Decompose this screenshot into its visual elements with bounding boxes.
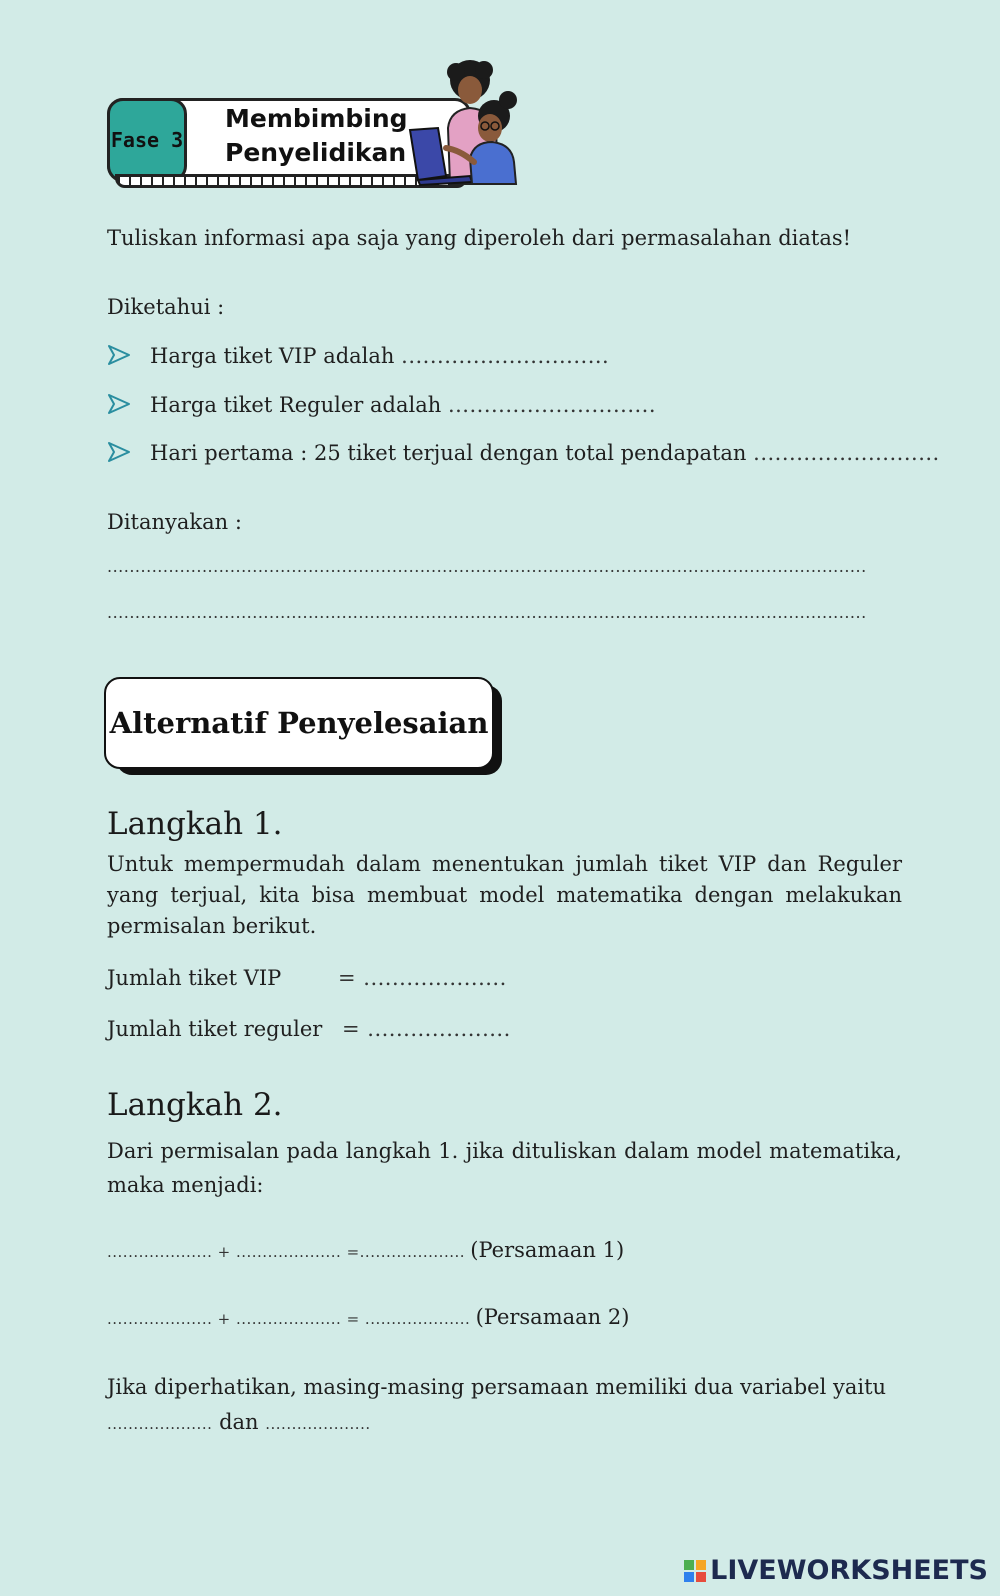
alternatif-title: Alternatif Penyelesaian (104, 677, 494, 769)
langkah-1-heading: Langkah 1. (107, 806, 283, 842)
answer-blank[interactable]: ............................. (401, 344, 610, 368)
logo-text: LIVEWORKSHEETS (710, 1555, 988, 1586)
equation-2 (107, 1302, 629, 1334)
arrow-bullet-icon (107, 440, 131, 464)
arrow-bullet-icon (107, 392, 131, 416)
closing-dan: dan (219, 1410, 259, 1434)
langkah-2-paragraph: Dari permisalan pada langkah 1. jika dituliskan dalam model matematika, maka menjadi: (107, 1139, 902, 1197)
equation-1 (107, 1235, 624, 1267)
reguler-answer-blank[interactable]: = .................... (342, 1017, 511, 1041)
badge-title-line2: Penyelidikan (225, 138, 407, 167)
variable-1-blank[interactable]: .................... (107, 1415, 213, 1433)
ditanyakan-answer-line-2[interactable]: ........................................................................................................................................ (107, 603, 867, 622)
alternatif-penyelesaian-box (104, 677, 506, 777)
ditanyakan-label: Ditanyakan : (107, 510, 242, 534)
diketahui-item-text: Hari pertama : 25 tiket terjual dengan total pendapatan (150, 441, 747, 465)
equation-1-blanks[interactable]: .................... + .................... =.................... (107, 1243, 471, 1261)
liveworksheets-logo (684, 1555, 988, 1586)
equation-2-blanks[interactable]: .................... + .................... = .................... (107, 1310, 476, 1328)
diketahui-item-hari-pertama (150, 438, 940, 468)
equation-1-label: (Persamaan 1) (470, 1238, 625, 1262)
closing-blanks (107, 1407, 371, 1439)
vip-answer-blank[interactable]: = .................... (338, 966, 507, 990)
vip-label: Jumlah tiket VIP (107, 966, 282, 990)
diketahui-item-text: Harga tiket VIP adalah (150, 344, 395, 368)
diketahui-item-reguler (150, 390, 656, 420)
closing-sentence: Jika diperhatikan, masing-masing persamaan memiliki dua variabel yaitu (107, 1375, 887, 1399)
instruction-text: Tuliskan informasi apa saja yang diperoleh dari permasalahan diatas! (107, 226, 852, 250)
diketahui-item-vip (150, 341, 609, 371)
diketahui-label: Diketahui : (107, 295, 225, 319)
students-laptop-illustration (400, 58, 530, 188)
langkah-2-heading: Langkah 2. (107, 1087, 283, 1123)
variable-2-blank[interactable]: .................... (265, 1415, 371, 1433)
arrow-bullet-icon (107, 343, 131, 367)
diketahui-item-text: Harga tiket Reguler adalah (150, 393, 442, 417)
equation-2-label: (Persamaan 2) (475, 1305, 630, 1329)
badge-title-line1: Membimbing (225, 104, 408, 133)
langkah-1-paragraph: Untuk mempermudah dalam menentukan jumlah tiket VIP dan Reguler yang terjual, kita bisa membuat model matematika dengan melakukan permisalan berikut. (107, 852, 902, 938)
answer-blank[interactable]: ............................. (447, 393, 657, 417)
ditanyakan-answer-line-1[interactable]: ........................................................................................................................................ (107, 557, 867, 576)
reguler-label: Jumlah tiket reguler (107, 1017, 323, 1041)
answer-blank[interactable]: .......................... (753, 441, 940, 465)
liveworksheets-logo-icon (684, 1560, 706, 1582)
badge-title (225, 102, 408, 170)
badge-phase-label: Fase 3 (107, 98, 187, 182)
